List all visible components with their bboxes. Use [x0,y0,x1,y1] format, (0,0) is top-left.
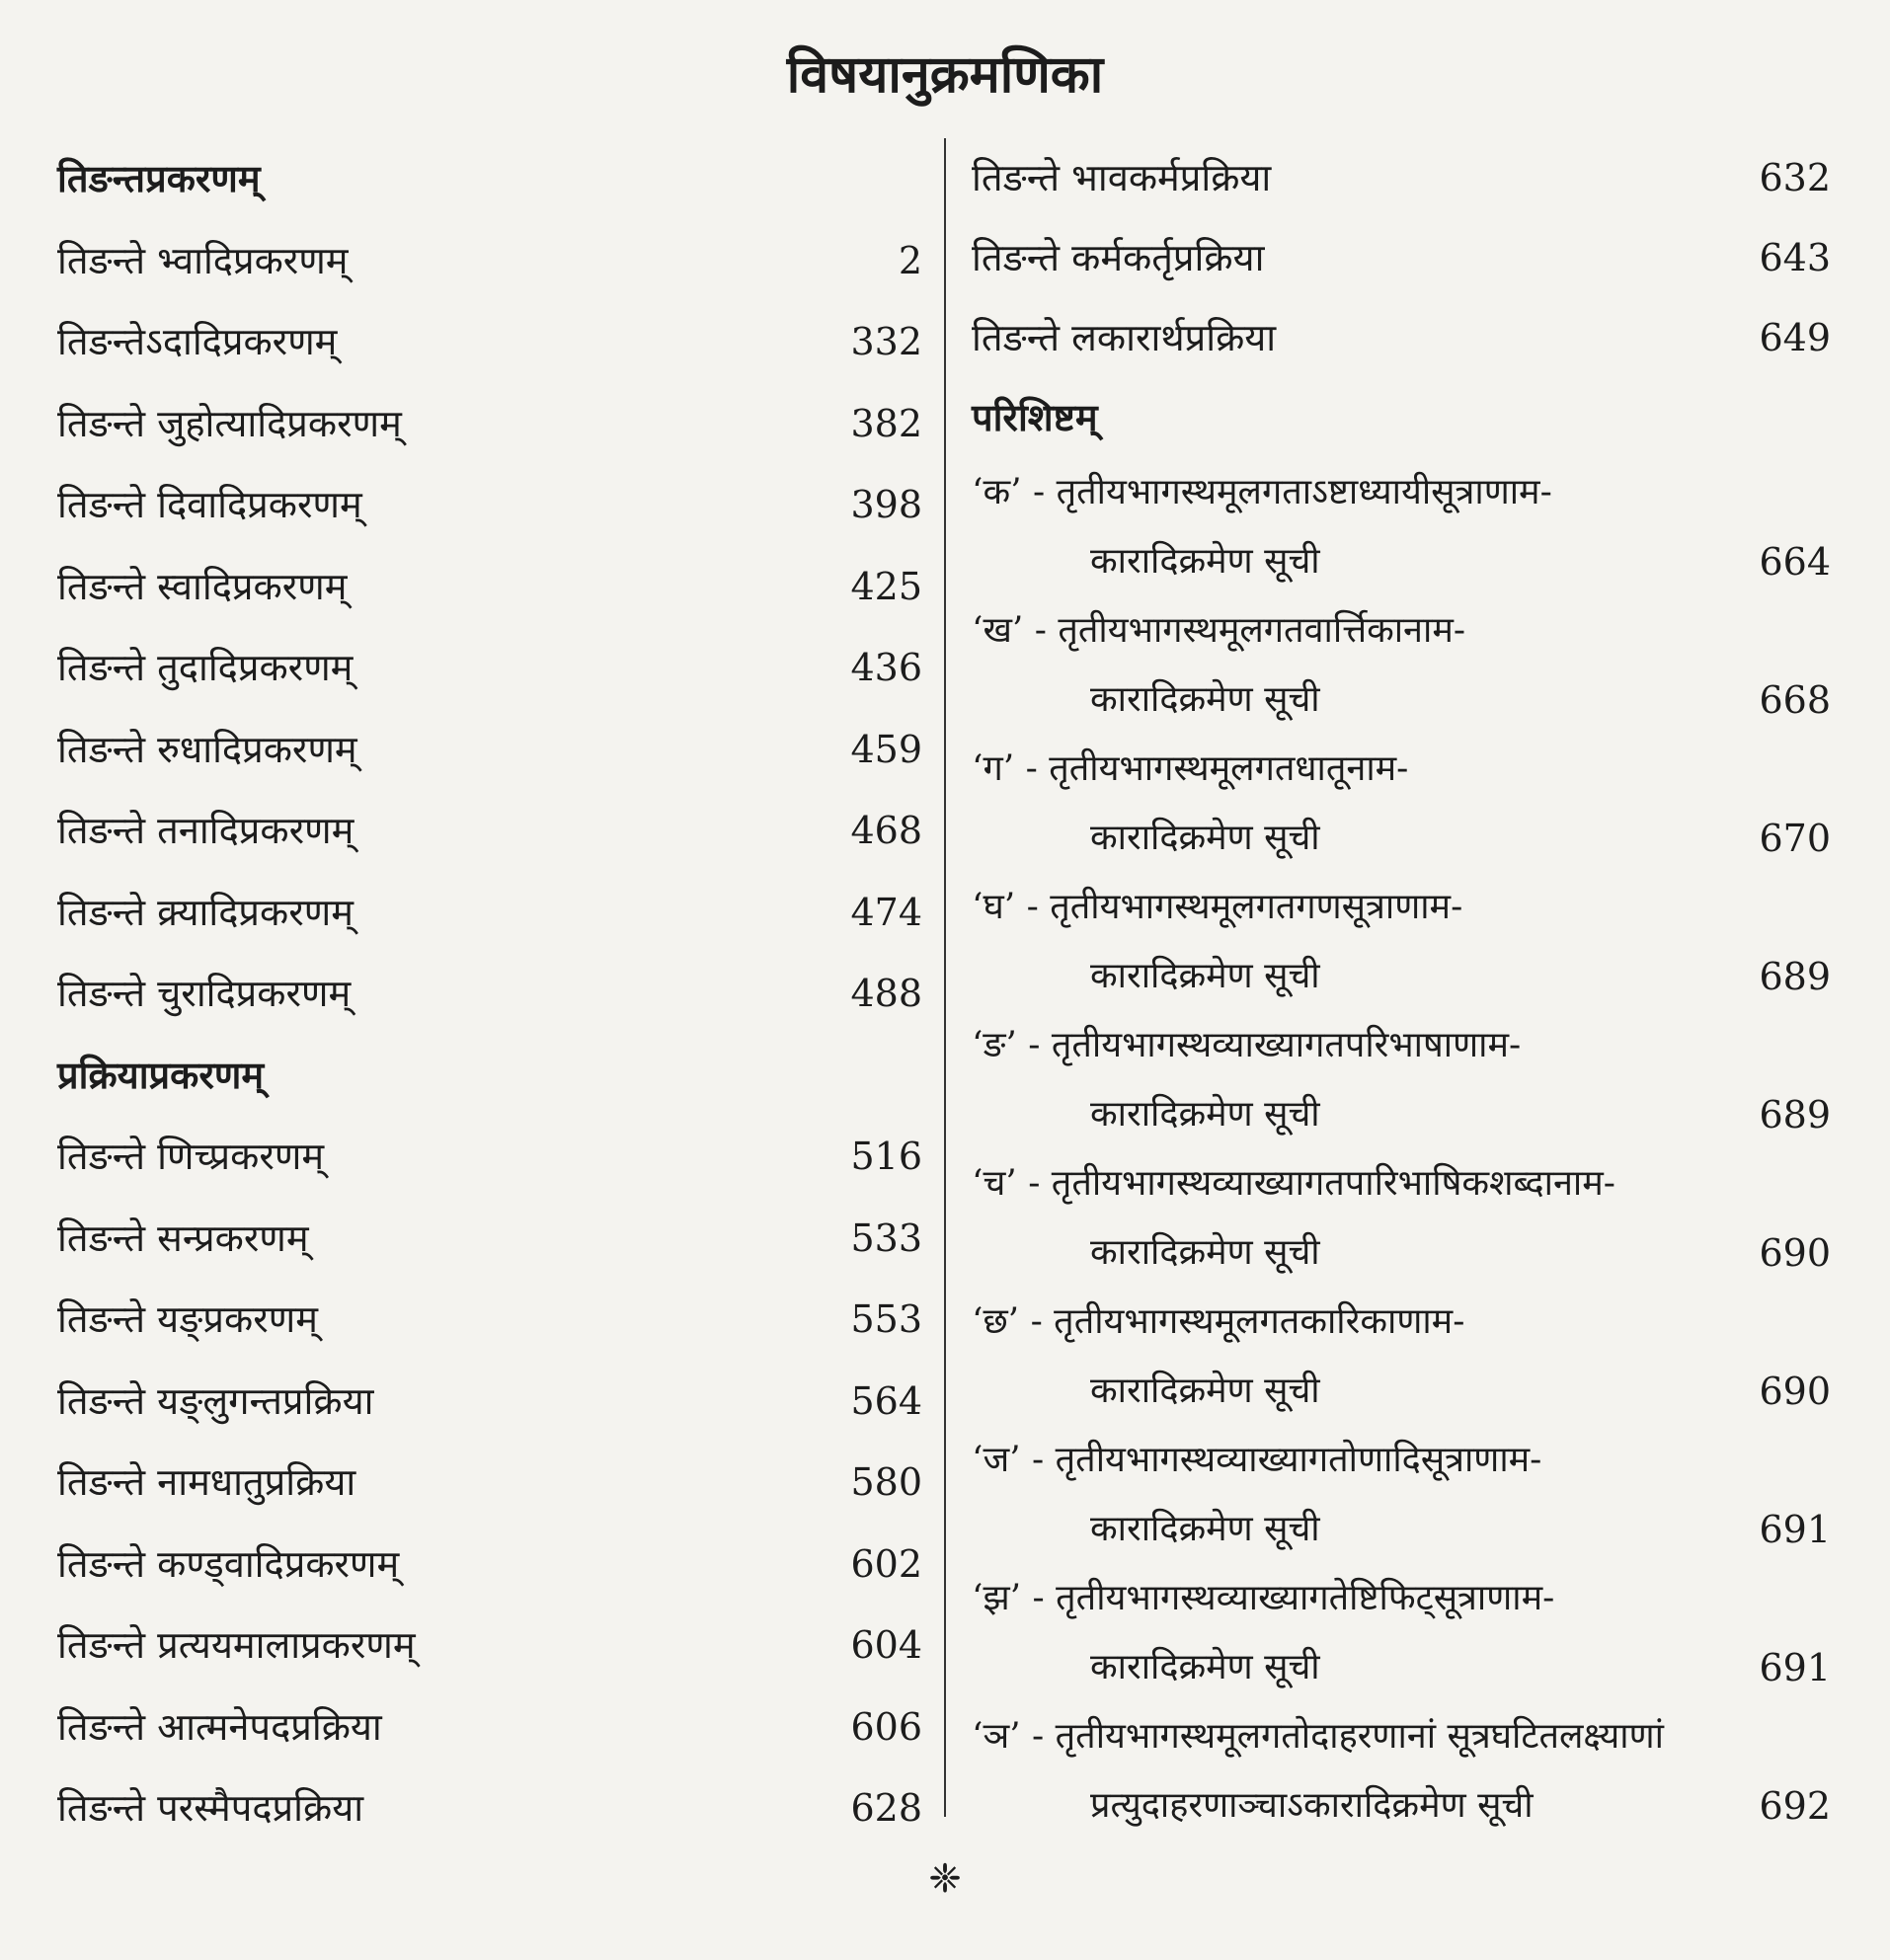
toc-page: 690 [1759,1370,1831,1413]
toc-label: तिङन्ते तुदादिप्रकरणम् [57,646,354,689]
toc-row [57,953,922,1035]
toc-row [57,1116,922,1198]
column-divider [944,138,946,1817]
toc-page: 459 [850,727,922,771]
toc-row [57,546,922,628]
toc-page: 691 [1759,1646,1831,1689]
toc-page: 643 [1759,236,1831,279]
toc-label: तिङन्ते आत्मनेपदप्रक्रिया [57,1704,382,1749]
appendix-entry-subtitle: कारादिक्रमेण सूची [1090,1232,1320,1273]
toc-row [972,218,1831,298]
appendix-entry-title: ‘च’ - तृतीयभागस्थव्याख्यागतपारिभाषिकशब्दानाम- [972,1163,1615,1204]
appendix-entry-subtitle: कारादिक्रमेण सूची [1090,1509,1320,1549]
toc-page: 516 [850,1135,922,1178]
appendix-entry-title: ‘क’ - तृतीयभागस्थमूलगताऽष्टाध्यायीसूत्राणाम- [972,472,1552,512]
toc-label: तिङन्ते यङ्लुगन्तप्रक्रिया [57,1378,374,1423]
appendix-entry-subtitle: कारादिक्रमेण सूची [1090,679,1320,720]
appendix-entry-title: ‘ञ’ - तृतीयभागस्थमूलगतोदाहरणानां सूत्रघटितलक्ष्याणां [972,1716,1664,1757]
toc-page: 670 [1759,817,1831,860]
appendix-heading: परिशिष्टम् [972,396,1098,439]
section-heading: तिङन्तप्रकरणम् [57,157,261,200]
toc-label: तिङन्ते परस्मैपदप्रक्रिया [57,1786,364,1830]
toc-label: तिङन्ते रुधादिप्रकरणम् [57,727,357,771]
toc-row [57,464,922,546]
toc-page: 664 [1759,540,1831,584]
ornament-icon: ❈ [928,1856,962,1902]
toc-page: 628 [850,1786,922,1830]
toc-label: तिङन्ते भ्वादिप्रकरणम् [57,238,349,282]
toc-page: 436 [850,646,922,689]
appendix-entry-subtitle: कारादिक्रमेण सूची [1090,1371,1320,1411]
appendix-entry-title: ‘झ’ - तृतीयभागस्थव्याख्यागतेष्टिफिट्सूत्राणाम- [972,1578,1555,1618]
section-heading: प्रक्रियाप्रकरणम् [57,1053,265,1097]
appendix-entry-title: ‘ख’ - तृतीयभागस्थमूलगतवार्त्तिकानाम- [972,610,1466,651]
toc-page: 691 [1759,1508,1831,1551]
toc-page: 668 [1759,678,1831,722]
toc-row [57,627,922,709]
toc-page: 468 [850,809,922,852]
toc-page: 689 [1759,1093,1831,1137]
toc-page: 332 [850,320,922,363]
toc-page: 564 [850,1378,922,1423]
toc-row [57,790,922,872]
toc-row [57,1198,922,1280]
toc-row [57,383,922,465]
appendix-entry [972,1011,1831,1149]
toc-page: 2 [898,238,922,282]
appendix-entry-subtitle: प्रत्युदाहरणाञ्चाऽकारादिक्रमेण सूची [1090,1785,1534,1826]
toc-row [57,1524,922,1606]
appendix-entry [972,1564,1831,1702]
toc-row [57,220,922,302]
appendix-entry-subtitle: कारादिक्रमेण सूची [1090,1647,1320,1687]
appendix-entry-title: ‘ङ’ - तृतीयभागस्थव्याख्यागतपरिभाषाणाम- [972,1025,1522,1065]
appendix-entry [972,596,1831,735]
appendix-entry-subtitle: कारादिक्रमेण सूची [1090,1094,1320,1135]
toc-right-column [972,138,1831,1841]
toc-row [57,1686,922,1768]
toc-page: 474 [850,890,922,934]
toc-label: तिङन्ते तनादिप्रकरणम् [57,809,354,852]
toc-page: 606 [850,1704,922,1749]
toc-label: तिङन्ते सन्प्रकरणम् [57,1215,309,1260]
toc-label: तिङन्ते लकारार्थप्रक्रिया [972,316,1277,359]
toc-label: तिङन्ते कर्मकर्तृप्रक्रिया [972,236,1265,279]
appendix-entry [972,873,1831,1011]
toc-row [57,301,922,383]
appendix-entry-title: ‘ग’ - तृतीयभागस्थमूलगतधातूनाम- [972,748,1409,789]
page-title: विषयानुक्रमणिका [786,45,1104,105]
toc-page: 382 [850,401,922,445]
toc-label: तिङन्ते नामधातुप्रक्रिया [57,1460,356,1504]
toc-page: 488 [850,972,922,1015]
appendix-entry-subtitle: कारादिक्रमेण सूची [1090,956,1320,996]
toc-label: तिङन्ते जुहोत्यादिप्रकरणम् [57,401,402,445]
appendix-entry-title: ‘छ’ - तृतीयभागस्थमूलगतकारिकाणाम- [972,1301,1465,1342]
toc-page: 602 [850,1541,922,1586]
toc-left-column [57,138,922,1849]
toc-page: 692 [1759,1784,1831,1828]
toc-page: 553 [850,1297,922,1341]
toc-label: तिङन्ते भावकर्मप्रक्रिया [972,156,1272,199]
toc-row [57,1605,922,1686]
toc-row [57,1361,922,1443]
toc-page: 425 [850,564,922,608]
toc-label: तिङन्तेऽदादिप्रकरणम् [57,320,338,363]
toc-page: 649 [1759,316,1831,359]
toc-page: 632 [1759,156,1831,199]
appendix-entry [972,1702,1831,1841]
toc-label: तिङन्ते णिच्प्रकरणम् [57,1135,325,1178]
toc-row [57,872,922,954]
appendix-entry-title: ‘ज’ - तृतीयभागस्थव्याख्यागतोणादिसूत्राणाम- [972,1440,1542,1480]
toc-label: तिङन्ते प्रत्ययमालाप्रकरणम् [57,1623,416,1667]
toc-row [57,1279,922,1361]
toc-page: 690 [1759,1231,1831,1275]
toc-row [972,298,1831,378]
toc-label: तिङन्ते क्र्यादिप्रकरणम् [57,890,354,934]
appendix-entry [972,1149,1831,1288]
toc-page: 398 [850,483,922,526]
toc-row [57,1767,922,1849]
toc-page: 604 [850,1623,922,1667]
toc-row [57,1442,922,1524]
toc-label: तिङन्ते कण्ड्वादिप्रकरणम् [57,1541,400,1586]
toc-page: 533 [850,1215,922,1260]
appendix-entry [972,1426,1831,1564]
toc-row [972,138,1831,218]
toc-label: तिङन्ते स्वादिप्रकरणम् [57,564,348,608]
toc-page: 580 [850,1460,922,1504]
toc-label: तिङन्ते चुरादिप्रकरणम् [57,972,352,1015]
appendix-entry [972,1288,1831,1426]
appendix-entry-title: ‘घ’ - तृतीयभागस्थमूलगतगणसूत्राणाम- [972,887,1463,927]
appendix-entry-subtitle: कारादिक्रमेण सूची [1090,818,1320,858]
appendix-entry [972,458,1831,596]
toc-label: तिङन्ते यङ्प्रकरणम् [57,1297,318,1341]
toc-row [57,709,922,791]
appendix-entry [972,735,1831,873]
toc-page: 689 [1759,955,1831,998]
toc-label: तिङन्ते दिवादिप्रकरणम् [57,483,362,526]
appendix-entry-subtitle: कारादिक्रमेण सूची [1090,541,1320,582]
